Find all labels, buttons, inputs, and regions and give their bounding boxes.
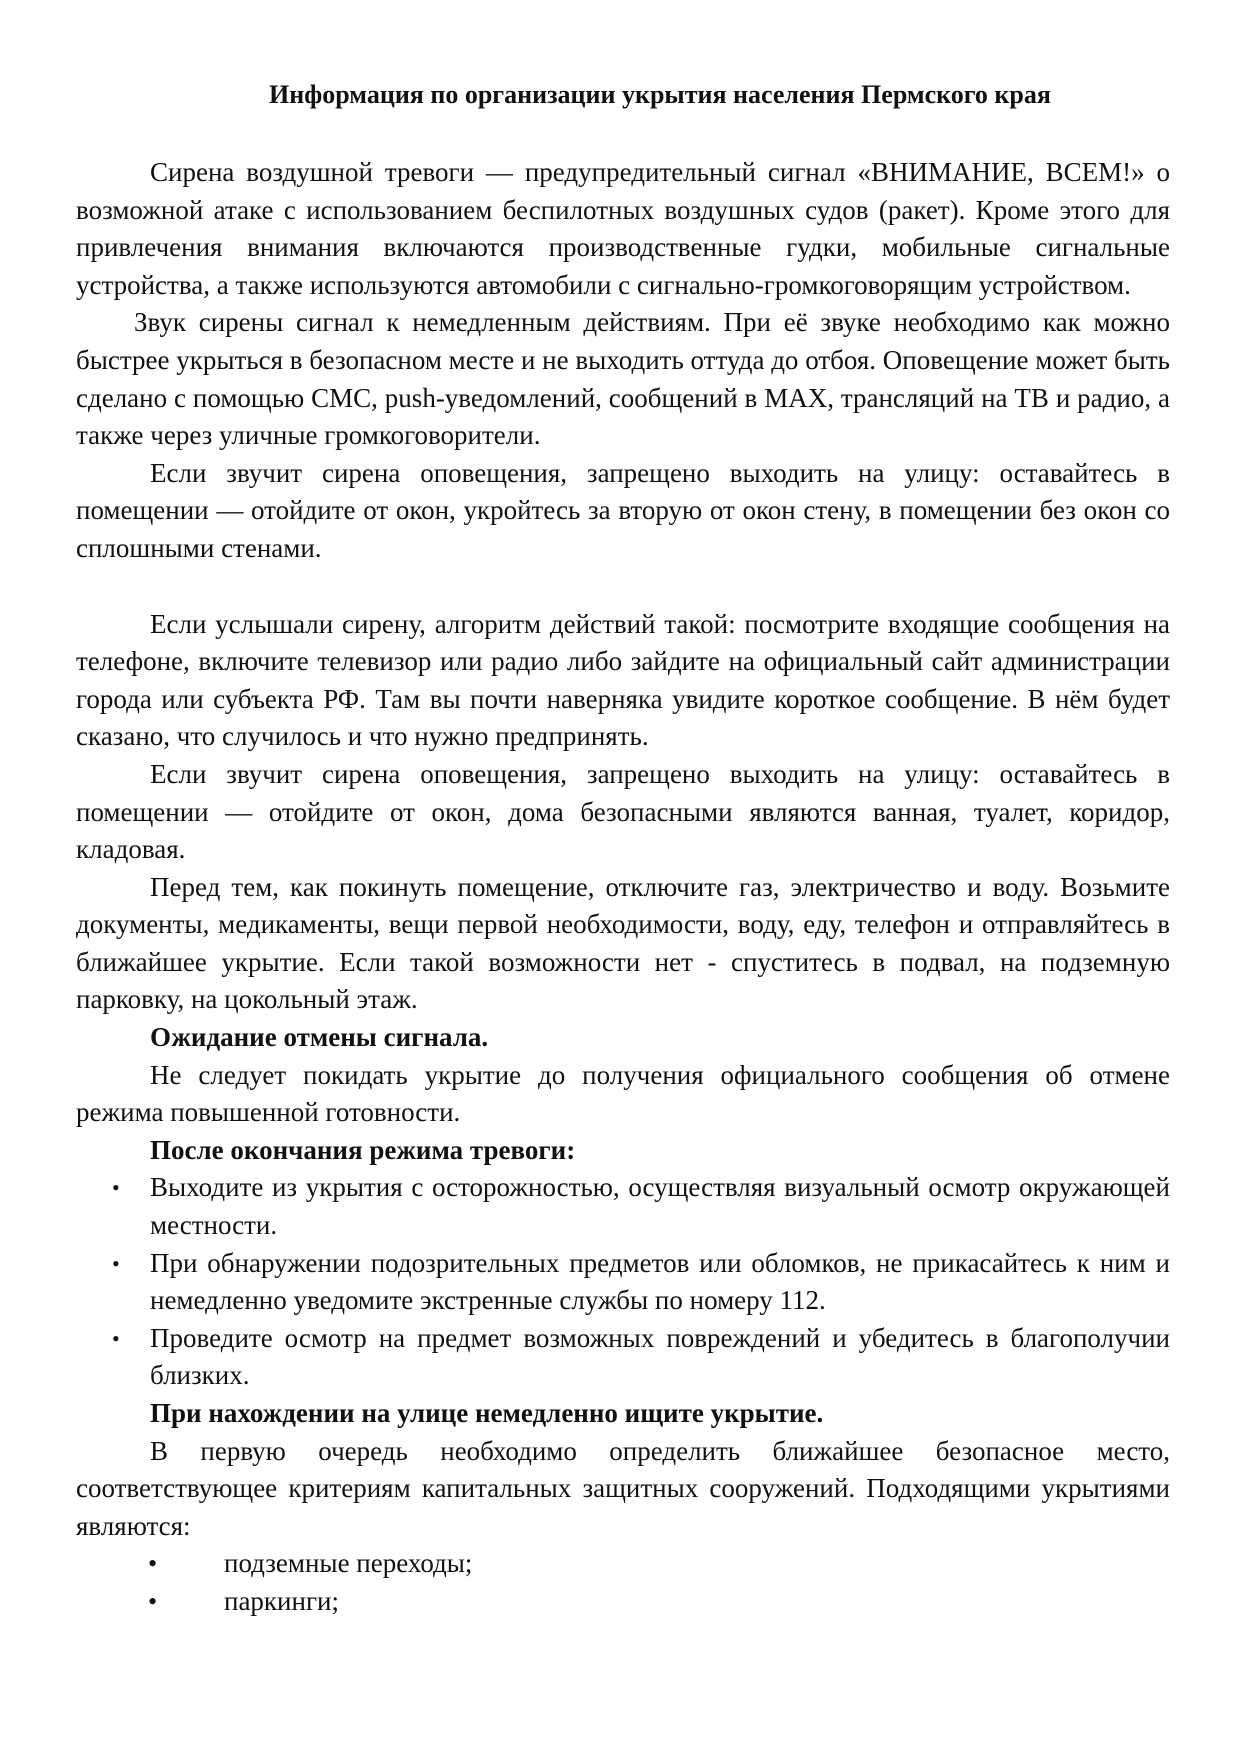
after-alarm-list [76, 1169, 1170, 1395]
list-item-text: Выходите из укрытия с осторожностью, осуществляя визуальный осмотр окружающей местности. [150, 1172, 1170, 1241]
paragraph-siren-definition: Сирена воздушной тревоги — предупредительный сигнал «ВНИМАНИЕ, ВСЕМ!» о возможной атаке с использованием беспилотных воздушных судов (ракет). Кроме этого для привлечения внимания включаются производственные гудки, мобильные сигнальные устройства, а также используются автомобили с сигнально-громкоговорящим устройством. [76, 157, 1170, 300]
paragraph-on-street: В первую очередь необходимо определить ближайшее безопасное место, соответствующее критериям капитальных защитных сооружений. Подходящими укрытиями являются: [76, 1435, 1170, 1541]
list-item [76, 1583, 1170, 1621]
paragraph-stay-indoors: Если звучит сирена оповещения, запрещено выходить на улицу: оставайтесь в помещении — отойдите от окон, укройтесь за вторую от окон стену, в помещении без окон со сплошными стенами. [76, 457, 1170, 563]
heading-waiting: Ожидание отмены сигнала. [150, 1022, 489, 1053]
paragraph-safe-rooms: Если звучит сирена оповещения, запрещено выходить на улицу: оставайтесь в помещении — отойдите от окон, дома безопасными являются ванная, туалет, коридор, кладовая. [76, 758, 1170, 865]
list-item [76, 1545, 1170, 1583]
list-item-text: При обнаружении подозрительных предметов или обломков, не прикасайтесь к ним и немедленно уведомите экстренные службы по номеру 112. [150, 1247, 1170, 1316]
bullet-icon: • [148, 1549, 158, 1579]
bullet-icon: • [112, 1325, 120, 1351]
list-item [76, 1169, 1170, 1244]
list-item-text: Проведите осмотр на предмет возможных повреждений и убедитесь в благополучии близких. [150, 1322, 1170, 1391]
heading-on-street: При нахождении на улице немедленно ищите укрытие. [150, 1398, 824, 1428]
paragraph-waiting: Не следует покидать укрытие до получения официального сообщения об отмене режима повышенной готовности. [76, 1059, 1170, 1128]
paragraph-before-leaving: Перед тем, как покинуть помещение, отключите газ, электричество и воду. Возьмите документы, медикаменты, вещи первой необходимости, воду, еду, телефон и отправляйтесь в ближайшее укрытие. Если такой возможности нет - спуститесь в подвал, на подземную парковку, на цокольный этаж. [76, 871, 1170, 1015]
paragraph-siren-sound: Звук сирены сигнал к немедленным действиям. При её звуке необходимо как можно быстрее укрыться в безопасном месте и не выходить оттуда до отбоя. Оповещение может быть сделано с помощью СМС, push-уведомлений, сообщений в МАХ, трансляций на ТВ и радио, а также через уличные громкоговорители. [76, 307, 1170, 451]
list-item-text: подземные переходы; [224, 1548, 473, 1579]
bullet-icon: • [112, 1250, 120, 1276]
list-item-text: паркинги; [224, 1585, 339, 1616]
heading-after-alarm: После окончания режима тревоги: [150, 1134, 576, 1165]
shelter-list [76, 1545, 1170, 1620]
list-item [76, 1245, 1170, 1320]
paragraph-algorithm: Если услышали сирену, алгоритм действий такой: посмотрите входящие сообщения на телефоне, включите телевизор или радио либо зайдите на официальный сайт администрации города или субъекта РФ. Там вы почти наверняка увидите короткое сообщение. В нём будет сказано, что случилось и что нужно предпринять. [76, 608, 1170, 752]
list-item [76, 1320, 1170, 1395]
document-title: Информация по организации укрытия населения Пермского края [269, 80, 1051, 109]
document-body [76, 154, 1170, 1621]
bullet-icon: • [148, 1586, 158, 1616]
bullet-icon: • [112, 1175, 120, 1201]
